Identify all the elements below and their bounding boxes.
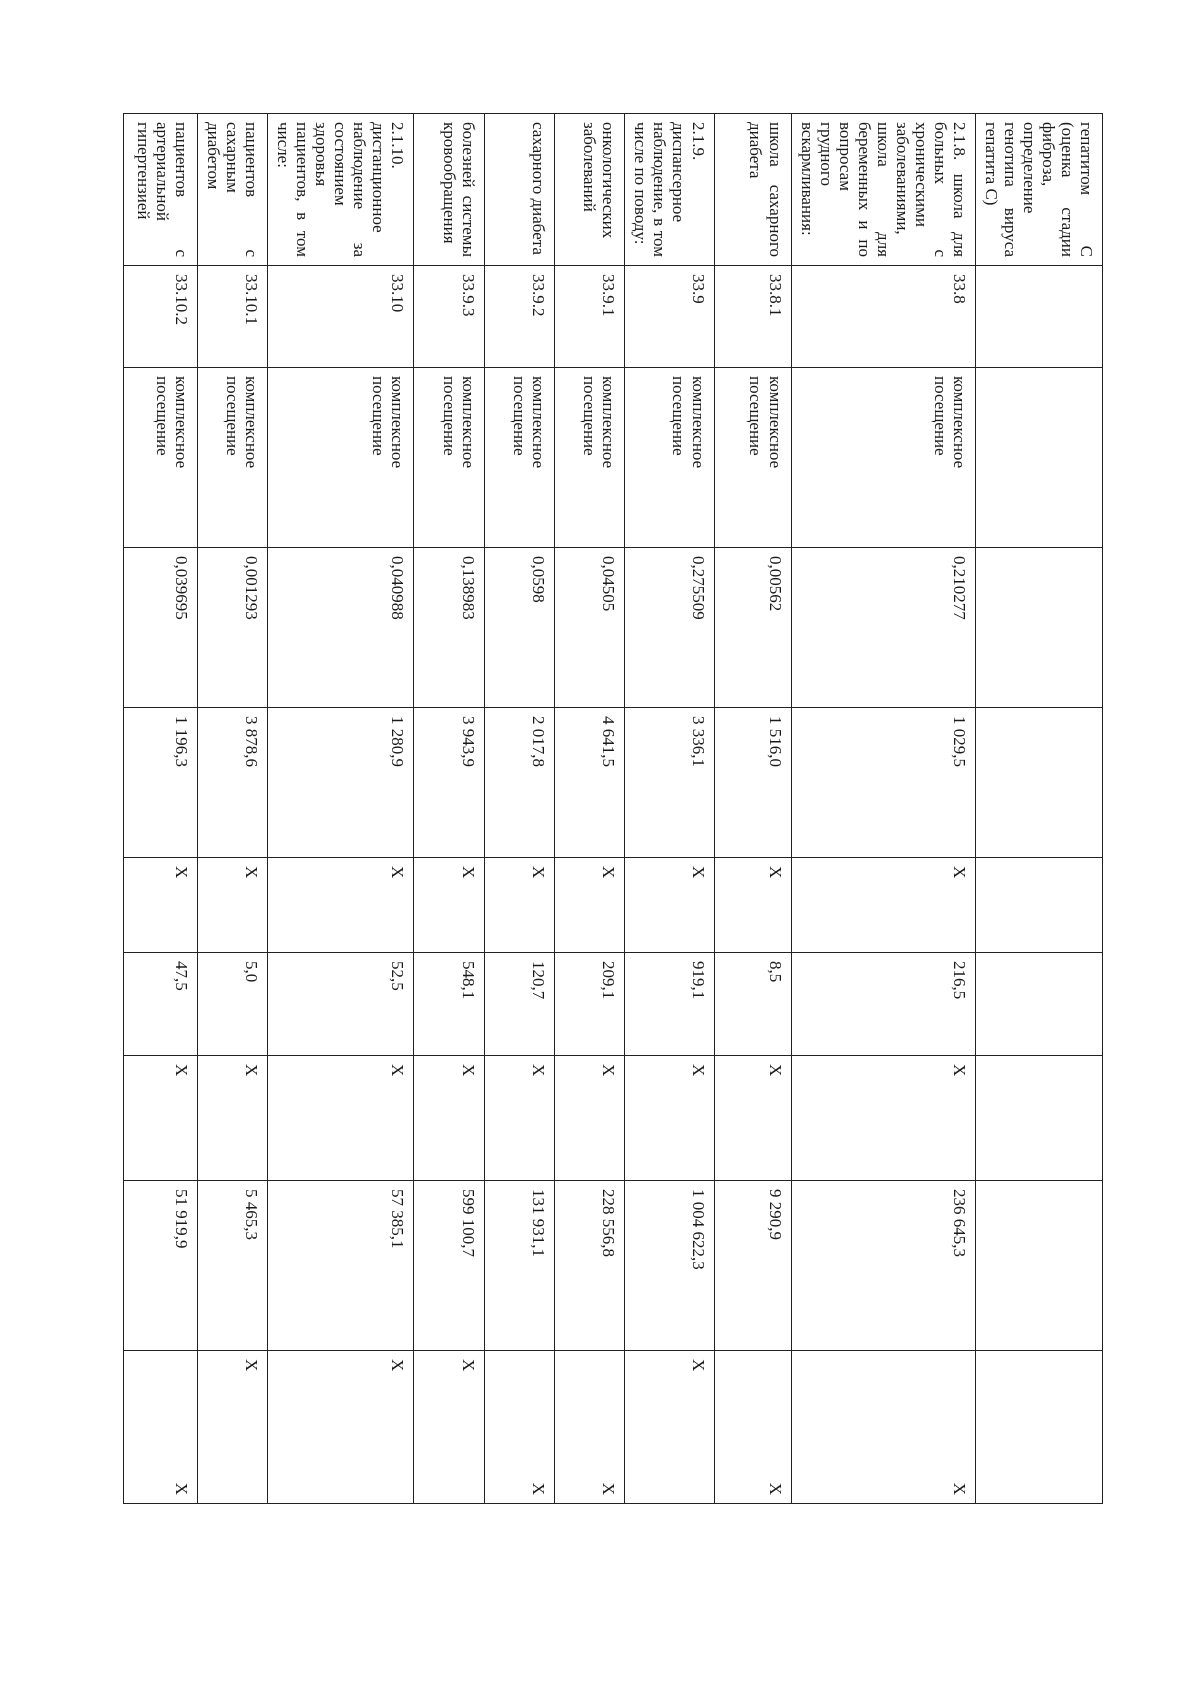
row-col4: 228 556,8	[555, 1181, 625, 1351]
row-unit: комплексное посещение	[555, 368, 625, 548]
table-row	[791, 114, 975, 1504]
row-col4: 9 290,9	[714, 1181, 791, 1351]
row-coef: 0,210277	[791, 548, 975, 708]
row-col2: 120,7	[485, 953, 555, 1056]
row-name: 2.1.10. дистанционное наблюдение за состоянием здоровья пациентов, в том числе:	[268, 114, 414, 266]
rotated-page-table	[134, 113, 1103, 1503]
row-col4: 57 385,1	[268, 1181, 414, 1351]
row-col1	[975, 858, 1102, 953]
row-col3: X	[198, 1056, 268, 1181]
row-col4: 599 100,7	[414, 1181, 485, 1351]
row-col5: X	[555, 1351, 625, 1504]
row-coef: 0,0598	[485, 548, 555, 708]
table-row	[555, 114, 625, 1504]
row-col3	[975, 1056, 1102, 1181]
row-unit: комплексное посещение	[414, 368, 485, 548]
row-unit: комплексное посещение	[268, 368, 414, 548]
row-col2: 47,5	[124, 953, 198, 1056]
row-col5	[975, 1351, 1102, 1504]
row-coef: 0,138983	[414, 548, 485, 708]
row-norm: 2 017,8	[485, 708, 555, 858]
row-col5: X	[414, 1351, 485, 1504]
row-col3: X	[555, 1056, 625, 1181]
row-col1: X	[124, 858, 198, 953]
row-coef: 0,039695	[124, 548, 198, 708]
row-name: 2.1.9. диспансерное наблюдение, в том числе по поводу:	[625, 114, 714, 266]
row-norm	[975, 708, 1102, 858]
row-norm: 1 029,5	[791, 708, 975, 858]
row-unit	[975, 368, 1102, 548]
row-col2: 216,5	[791, 953, 975, 1056]
norms-table	[123, 113, 1103, 1504]
table-row	[625, 114, 714, 1504]
row-name: гепатитом С (оценка стадии фиброза, определение генотипа вируса гепатита С)	[975, 114, 1102, 266]
table-row	[268, 114, 414, 1504]
row-col5: X	[485, 1351, 555, 1504]
row-norm: 3 336,1	[625, 708, 714, 858]
row-col5: X	[268, 1351, 414, 1504]
row-norm: 4 641,5	[555, 708, 625, 858]
table-row	[975, 114, 1102, 1504]
row-col2: 8,5	[714, 953, 791, 1056]
row-unit: комплексное посещение	[485, 368, 555, 548]
row-col1: X	[268, 858, 414, 953]
row-col2: 52,5	[268, 953, 414, 1056]
row-col3: X	[268, 1056, 414, 1181]
row-code: 33.10.1	[198, 266, 268, 368]
row-col1: X	[714, 858, 791, 953]
row-norm: 1 196,3	[124, 708, 198, 858]
row-norm: 1 516,0	[714, 708, 791, 858]
row-unit: комплексное посещение	[625, 368, 714, 548]
row-col4: 236 645,3	[791, 1181, 975, 1351]
row-col3: X	[124, 1056, 198, 1181]
row-norm: 3 878,6	[198, 708, 268, 858]
row-coef: 0,001293	[198, 548, 268, 708]
row-unit: комплексное посещение	[124, 368, 198, 548]
row-code: 33.9.2	[485, 266, 555, 368]
row-name: 2.1.8. школа для больных с хроническими заболеваниями, школа для беременных и по вопросам грудного вскармливания:	[791, 114, 975, 266]
row-unit: комплексное посещение	[198, 368, 268, 548]
row-code: 33.10.2	[124, 266, 198, 368]
row-col3: X	[714, 1056, 791, 1181]
row-coef: 0,04505	[555, 548, 625, 708]
row-code	[975, 266, 1102, 368]
row-coef: 0,00562	[714, 548, 791, 708]
row-code: 33.9	[625, 266, 714, 368]
table-row	[198, 114, 268, 1504]
row-name: школа сахарного диабета	[714, 114, 791, 266]
row-code: 33.8.1	[714, 266, 791, 368]
row-col1: X	[625, 858, 714, 953]
row-col2: 209,1	[555, 953, 625, 1056]
table-row	[124, 114, 198, 1504]
row-norm: 1 280,9	[268, 708, 414, 858]
row-col3: X	[485, 1056, 555, 1181]
row-col4: 51 919,9	[124, 1181, 198, 1351]
row-col1: X	[791, 858, 975, 953]
row-col5: X	[124, 1351, 198, 1504]
row-code: 33.9.1	[555, 266, 625, 368]
row-name: сахарного диабета	[485, 114, 555, 266]
table-row	[714, 114, 791, 1504]
row-name: пациентов с артериальной гипертензией	[124, 114, 198, 266]
row-norm: 3 943,9	[414, 708, 485, 858]
row-name: онкологических заболеваний	[555, 114, 625, 266]
table-row	[414, 114, 485, 1504]
row-code: 33.8	[791, 266, 975, 368]
row-col2: 919,1	[625, 953, 714, 1056]
row-col2: 5,0	[198, 953, 268, 1056]
row-col3: X	[791, 1056, 975, 1181]
row-col3: X	[414, 1056, 485, 1181]
row-col4: 1 004 622,3	[625, 1181, 714, 1351]
row-col4	[975, 1181, 1102, 1351]
row-col2: 548,1	[414, 953, 485, 1056]
row-coef: 0,040988	[268, 548, 414, 708]
row-col4: 5 465,3	[198, 1181, 268, 1351]
row-coef: 0,275509	[625, 548, 714, 708]
row-col1: X	[414, 858, 485, 953]
row-coef	[975, 548, 1102, 708]
row-name: болезней системы кровообращения	[414, 114, 485, 266]
row-col2	[975, 953, 1102, 1056]
row-code: 33.10	[268, 266, 414, 368]
row-col4: 131 931,1	[485, 1181, 555, 1351]
row-col3: X	[625, 1056, 714, 1181]
row-col5: X	[198, 1351, 268, 1504]
row-col5: X	[791, 1351, 975, 1504]
row-col1: X	[198, 858, 268, 953]
row-col5: X	[714, 1351, 791, 1504]
row-name: пациентов с сахарным диабетом	[198, 114, 268, 266]
row-unit: комплексное посещение	[714, 368, 791, 548]
row-col1: X	[555, 858, 625, 953]
row-code: 33.9.3	[414, 266, 485, 368]
table-row	[485, 114, 555, 1504]
row-unit: комплексное посещение	[791, 368, 975, 548]
row-col5: X	[625, 1351, 714, 1504]
row-col1: X	[485, 858, 555, 953]
